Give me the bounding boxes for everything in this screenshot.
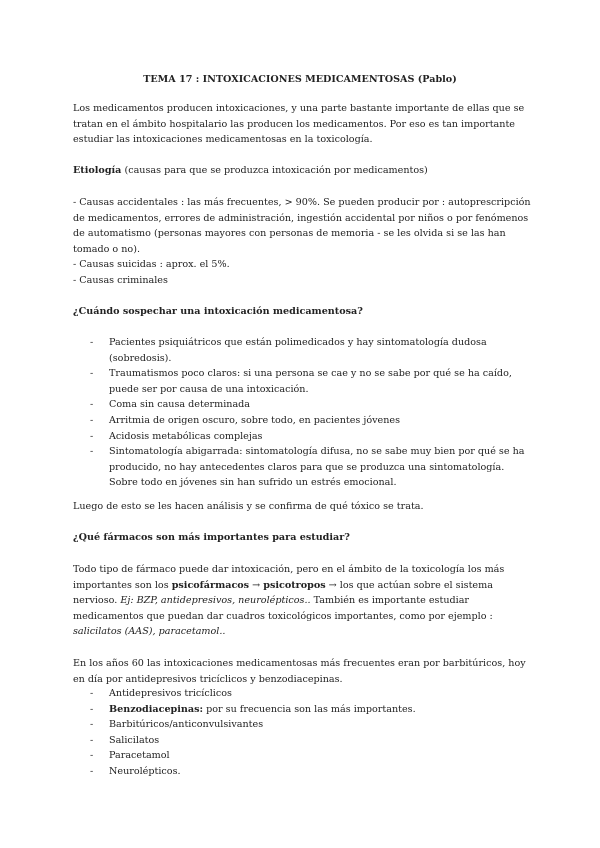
sospechar-heading: ¿Cuándo sospechar una intoxicación medicamentosa? bbox=[73, 306, 363, 317]
benzodiacepinas-term: Benzodiacepinas: bbox=[109, 703, 204, 715]
example-italic: Ej: BZP, antidepresivos, neurolépticos.. bbox=[120, 595, 311, 607]
arrow: → bbox=[325, 579, 340, 591]
list-item: - Pacientes psiquiátricos que están polimedicados y hay sintomatología dudosa (sobredosis). bbox=[73, 335, 533, 366]
sospechar-list bbox=[73, 335, 533, 491]
farmacos-text: Todo tipo de fármaco puede dar intoxicación, pero en el ámbito de la toxicología los más importantes son los bbox=[73, 564, 505, 591]
cause-suicidal: - Causas suicidas : aprox. el 5%. bbox=[73, 259, 230, 270]
farmacos-paragraph-2: En los años 60 las intoxicaciones medicamentosas más frecuentes eran por barbitúricos, hoy en día por antidepresivos tricíclicos y benzodiacepinas. bbox=[73, 658, 526, 685]
list-item-text: por su frecuencia son las más importantes. bbox=[203, 703, 416, 715]
list-item: - Paracetamol bbox=[73, 748, 533, 764]
etiologia-heading-bold: Etiología bbox=[73, 165, 122, 176]
list-item bbox=[73, 702, 533, 718]
list-item: - Antidepresivos tricíclicos bbox=[73, 686, 533, 702]
list-item: - Traumatismos poco claros: si una persona se cae y no se sabe por qué se ha caído, puede ser por causa de una intoxicación. bbox=[73, 366, 533, 397]
farmacos-text: También es importante estudiar medicamentos que puedan dar cuadros toxicológicos importantes, como por ejemplo : bbox=[73, 595, 493, 622]
list-item: - Coma sin causa determinada bbox=[73, 397, 533, 413]
farmacos-list bbox=[73, 686, 533, 780]
farmacos-text: los que actúan sobre el sistema nervioso. bbox=[73, 579, 493, 607]
example-italic: salicilatos (AAS), paracetamol.. bbox=[73, 626, 226, 638]
cause-accidental: - Causas accidentales : las más frecuentes, > 90%. Se pueden producir por : autoprescripción de medicamentos, errores de administración, ingestión accidental por niños o por fenómenos de automatismo (personas mayores con personas de memoria - se les olvida si se las han tomado o no). bbox=[73, 197, 531, 255]
cause-criminal: - Causas criminales bbox=[73, 275, 168, 286]
farmacos-heading: ¿Qué fármacos son más importantes para estudiar? bbox=[73, 532, 350, 543]
intro-paragraph: Los medicamentos producen intoxicaciones, y una parte bastante importante de ellas que se tratan en el ámbito hospitalario las producen los medicamentos. Por eso es tan importante estudiar las intoxicaciones medicamentosas en la toxicología. bbox=[73, 103, 525, 146]
list-item: - Barbitúricos/anticonvulsivantes bbox=[73, 717, 533, 733]
etiologia-heading bbox=[73, 163, 533, 179]
psicotropos-term: psicotropos bbox=[263, 579, 326, 591]
arrow: → bbox=[249, 579, 264, 591]
sospechar-after: Luego de esto se les hacen análisis y se confirma de qué tóxico se trata. bbox=[73, 501, 424, 512]
list-item: - Arritmia de origen oscuro, sobre todo, en pacientes jóvenes bbox=[73, 413, 533, 429]
page-title: TEMA 17 : INTOXICACIONES MEDICAMENTOSAS (Pablo) bbox=[143, 74, 457, 85]
farmacos-paragraph-1 bbox=[73, 562, 533, 640]
list-item: - Neurolépticos. bbox=[73, 764, 533, 780]
list-item: - Salicilatos bbox=[73, 733, 533, 749]
psicofarmacos-term: psicofármacos bbox=[171, 579, 250, 591]
etiologia-heading-rest: (causas para que se produzca intoxicación por medicamentos) bbox=[121, 165, 428, 176]
list-item: - Acidosis metabólicas complejas bbox=[73, 429, 533, 445]
list-item: - Sintomatología abigarrada: sintomatología difusa, no se sabe muy bien por qué se ha producido, no hay antecedentes claros para que se produzca una sintomatología. Sobre todo en jóvenes sin han sufrido un estrés emocional. bbox=[73, 444, 533, 491]
